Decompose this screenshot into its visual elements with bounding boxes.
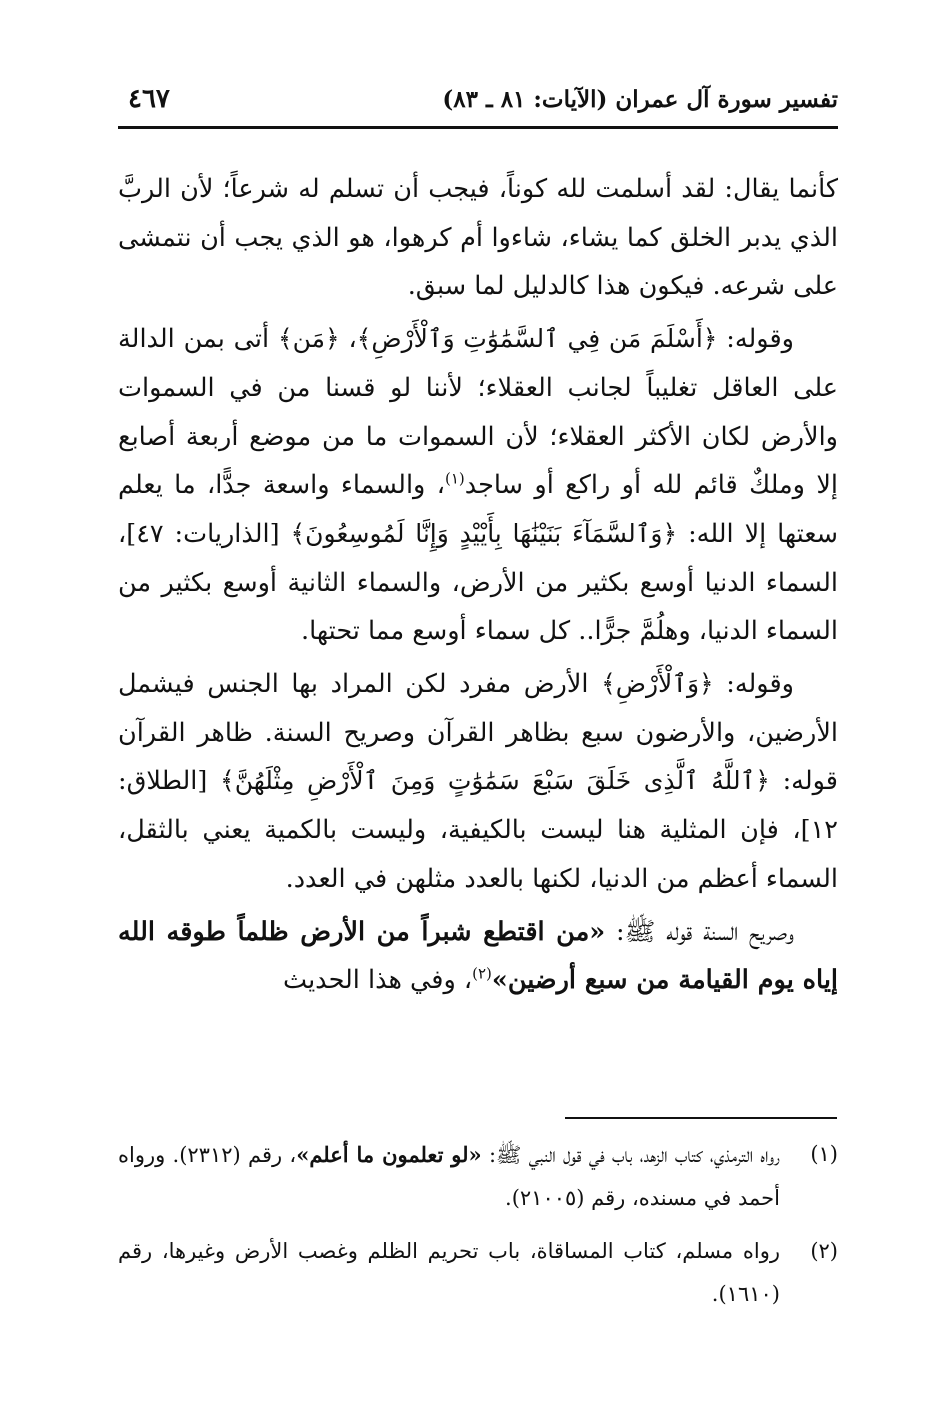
text-run: ، وفي هذا الحديث bbox=[283, 965, 473, 996]
text-run: ، والسماء واسعة جدًّا، ما يعلم سعتها إلا الله: bbox=[118, 470, 839, 549]
footnote-2 bbox=[118, 1230, 838, 1316]
paragraph-2 bbox=[118, 315, 838, 656]
footnote-hadith: «لو تعلمون ما أعلم» bbox=[296, 1142, 482, 1167]
page-header bbox=[118, 80, 838, 128]
header-rule bbox=[118, 126, 838, 129]
hadith-quote: «من اقتطع شبراً من الأرض ظلماً طوقه الله إياه يوم القيامة من سبع أرضين» bbox=[118, 916, 838, 996]
quran-quote: ﴿ٱللَّهُ ٱلَّذِى خَلَقَ سَبْعَ سَمَٰوَٰتٍ وَمِنَ ٱلْأَرْضِ مِثْلَهُنَّ﴾ bbox=[220, 766, 770, 796]
paragraph-1-text: كأنما يقال: لقد أسلمت لله كوناً، فيجب أن تسلم له شرعاً؛ لأن الربَّ الذي يدبر الخلق كما يشاء، شاءوا أم كرهوا، هو الذي يجب أن نتمشى على شرعه. فيكون هذا كالدليل لما سبق. bbox=[118, 174, 838, 302]
text-run: وصريح السنة قوله ﷺ: bbox=[605, 916, 794, 947]
text-run: وقوله: bbox=[713, 669, 794, 700]
paragraph-1 bbox=[118, 165, 838, 311]
footnote-text: رواه مسلم، كتاب المساقاة، باب تحريم الظلم وغصب الأرض وغيرها، رقم (١٦١٠). bbox=[118, 1239, 780, 1306]
footnotes bbox=[118, 1133, 838, 1326]
footnote-number: (١) bbox=[810, 1142, 838, 1166]
footnote-1 bbox=[118, 1133, 838, 1220]
text-run: [الطلاق: ١٢]، فإن المثلية هنا ليست بالكيفية، وليست بالكمية يعني بالثقل، السماء أعظم من الدنيا، لكنها بالعدد مثلهن في العدد. bbox=[118, 766, 838, 894]
footnote-text: رواه الترمذي، كتاب الزهد، باب في قول النبي ﷺ: bbox=[481, 1143, 780, 1167]
page-number: ٤٦٧ bbox=[128, 84, 170, 114]
quran-quote: ﴿مَن﴾ bbox=[277, 324, 340, 354]
quran-quote: ﴿أَسْلَمَ مَن فِي ٱلسَّمَٰوَٰتِ وَٱلْأَرْضِ﴾ bbox=[356, 324, 718, 354]
text-run: الأرض مفرد لكن المراد بها الجنس فيشمل الأرضين، والأرضون سبع بظاهر القرآن وصريح السنة. ظاهر القرآن قوله: bbox=[118, 669, 838, 797]
quran-quote: ﴿وَٱلسَّمَآءَ بَنَيْنَٰهَا بِأَيْيْدٍ وَإِنَّا لَمُوسِعُونَ﴾ bbox=[290, 518, 678, 548]
text-run: ، bbox=[339, 324, 357, 355]
running-title: تفسير سورة آل عمران (الآيات: ٨١ ـ ٨٣) bbox=[442, 86, 838, 113]
text-run: وقوله: bbox=[717, 324, 794, 355]
paragraph-3 bbox=[118, 660, 838, 904]
footnote-text: ، رقم (٢٣١٢). ورواه أحمد في مسنده، رقم (٢١٠٠٥). bbox=[118, 1143, 780, 1210]
text-run: أتى بمن الدالة على العاقل تغليباً لجانب العقلاء؛ لأننا لو قسنا من في السموات والأرض لكان الأكثر العقلاء؛ لأن السموات ما من موضع أربعة أصابع إلا وملكٌ قائم لله أو راكع أو ساجد bbox=[118, 324, 838, 501]
body-text bbox=[118, 165, 838, 1009]
quran-quote: ﴿وَٱلْأَرْضِ﴾ bbox=[601, 669, 714, 699]
footnote-number: (٢) bbox=[810, 1239, 838, 1263]
footnote-separator bbox=[565, 1117, 837, 1119]
footnote-ref-2[interactable]: (٢) bbox=[472, 964, 492, 983]
footnote-ref-1[interactable]: (١) bbox=[444, 469, 465, 488]
text-run: [الذاريات: ٤٧]، السماء الدنيا أوسع بكثير من الأرض، والسماء الثانية أوسع بكثير من السماء الدنيا، وهلُمَّ جرًّا.. كل سماء أوسع مما تحتها. bbox=[118, 518, 838, 647]
paragraph-4 bbox=[118, 908, 838, 1005]
